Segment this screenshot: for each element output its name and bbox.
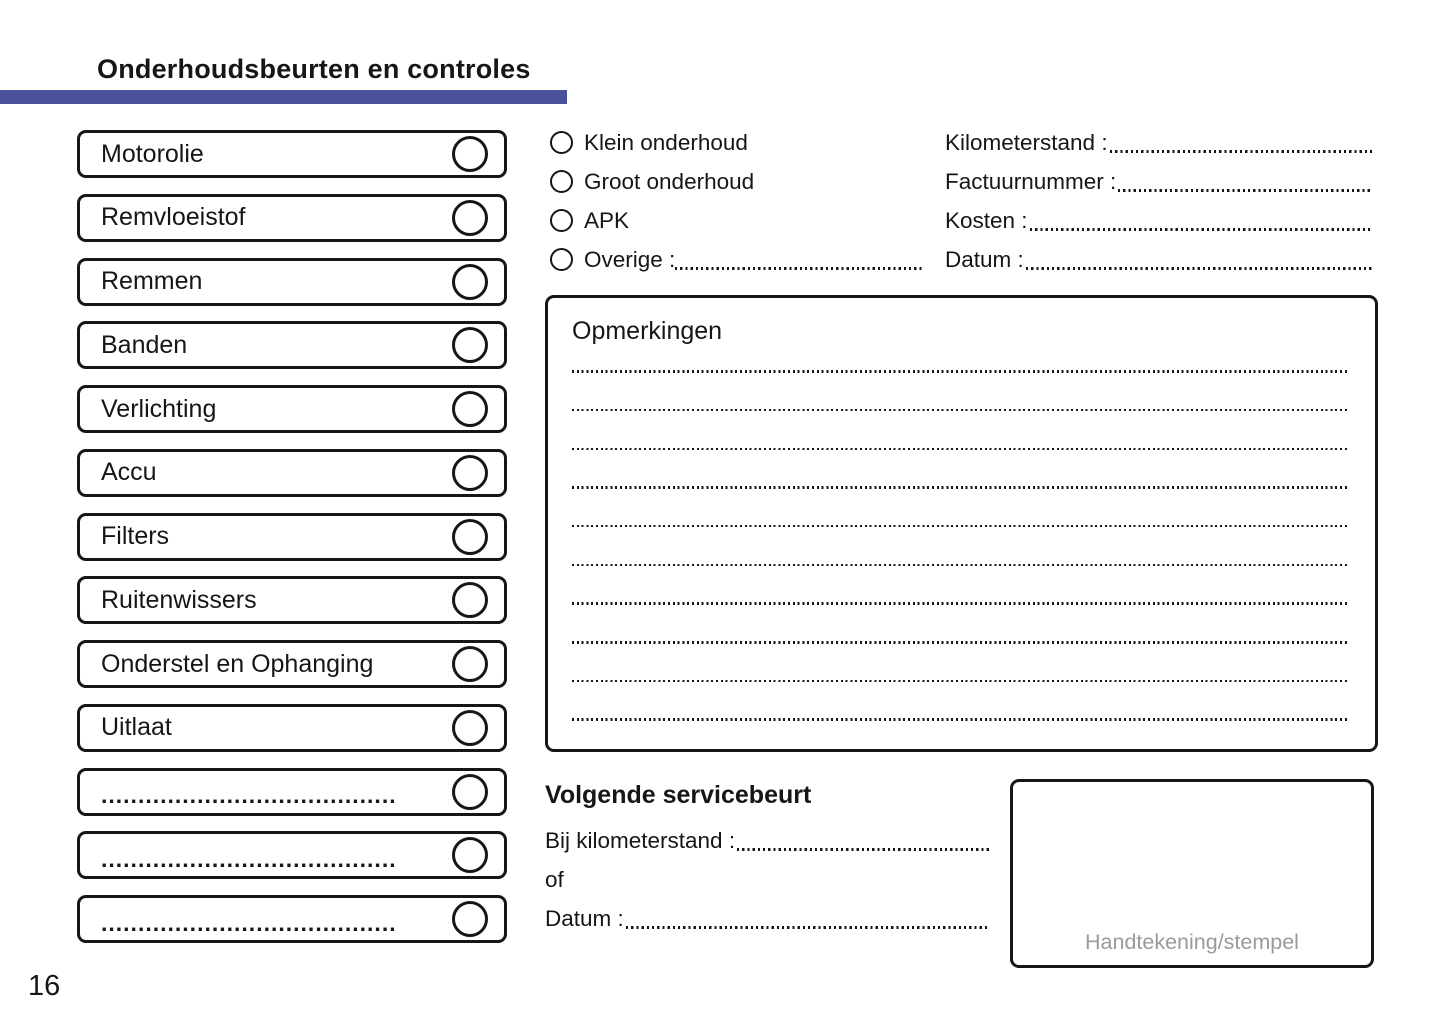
page-number: 16 — [28, 970, 61, 1002]
field-label: of — [545, 866, 564, 892]
field-label: Datum : — [945, 246, 1024, 272]
field-row — [545, 821, 990, 860]
service-type-label: Klein onderhoud — [584, 129, 748, 155]
check-circle[interactable] — [452, 327, 488, 363]
check-item — [77, 385, 507, 433]
check-item — [77, 640, 507, 688]
check-item-blank — [77, 768, 507, 816]
service-type-label: Groot onderhoud — [584, 168, 755, 194]
check-item-blank — [77, 831, 507, 879]
remarks-lines — [572, 334, 1348, 721]
check-item — [77, 321, 507, 369]
radio-circle[interactable] — [550, 131, 573, 154]
field-row — [545, 860, 990, 899]
check-circle[interactable] — [452, 710, 488, 746]
check-item-label: Verlichting — [101, 394, 217, 423]
remarks-line[interactable] — [572, 411, 1348, 450]
check-circle[interactable] — [452, 837, 488, 873]
check-item-label: Motorolie — [101, 139, 204, 168]
fill-line[interactable] — [626, 926, 990, 929]
radio-circle[interactable] — [550, 248, 573, 271]
fill-line[interactable] — [1110, 150, 1372, 153]
remarks-line[interactable] — [572, 489, 1348, 528]
fill-line[interactable] — [1030, 228, 1372, 231]
check-item — [77, 513, 507, 561]
check-circle[interactable] — [452, 646, 488, 682]
fill-line[interactable] — [675, 267, 922, 270]
title-accent-bar — [0, 90, 567, 104]
check-item-label: Banden — [101, 330, 188, 359]
fill-line[interactable] — [1026, 267, 1372, 270]
check-item — [77, 258, 507, 306]
check-item — [77, 576, 507, 624]
field-label: Kilometerstand : — [945, 129, 1108, 155]
radio-circle[interactable] — [550, 170, 573, 193]
field-row — [945, 123, 1372, 162]
service-type-option — [550, 240, 922, 279]
check-item — [77, 130, 507, 178]
check-circle[interactable] — [452, 582, 488, 618]
remarks-line[interactable] — [572, 566, 1348, 605]
page-title: Onderhoudsbeurten en controles — [97, 54, 531, 84]
check-circle[interactable] — [452, 774, 488, 810]
check-circle[interactable] — [452, 455, 488, 491]
check-item-blank-label[interactable]: ........................................ — [101, 909, 397, 936]
check-item-blank-label[interactable]: ........................................ — [101, 845, 397, 872]
check-circle[interactable] — [452, 901, 488, 937]
field-row — [545, 899, 990, 938]
check-item-label: Onderstel en Ophanging — [101, 649, 374, 678]
check-item — [77, 194, 507, 242]
field-row — [945, 240, 1372, 279]
check-item-label: Remvloeistof — [101, 203, 246, 232]
service-type-option — [550, 162, 922, 201]
field-row — [945, 201, 1372, 240]
next-service-fields — [545, 821, 990, 938]
remarks-line[interactable] — [572, 644, 1348, 683]
check-item-blank — [77, 895, 507, 943]
field-label: Factuurnummer : — [945, 168, 1117, 194]
service-type-label: APK — [584, 207, 630, 233]
field-row — [945, 162, 1372, 201]
field-label: Datum : — [545, 905, 624, 931]
check-item-label: Remmen — [101, 267, 203, 295]
field-label: Bij kilometerstand : — [545, 827, 736, 853]
check-item — [77, 704, 507, 752]
remarks-title: Opmerkingen — [572, 317, 723, 345]
check-circle[interactable] — [452, 136, 488, 172]
check-item-label: Filters — [101, 522, 170, 550]
signature-label: Handtekening/stempel — [1085, 930, 1299, 954]
check-circle[interactable] — [452, 391, 488, 427]
checklist — [77, 130, 507, 943]
check-circle[interactable] — [452, 200, 488, 236]
record-fields — [945, 123, 1372, 279]
remarks-line[interactable] — [572, 450, 1348, 489]
check-item-label: Ruitenwissers — [101, 585, 257, 614]
check-item-label: Accu — [101, 458, 157, 487]
check-circle[interactable] — [452, 519, 488, 555]
fill-line[interactable] — [737, 848, 990, 851]
radio-circle[interactable] — [550, 209, 573, 232]
check-item-label: Uitlaat — [101, 713, 172, 742]
remarks-line[interactable] — [572, 373, 1348, 412]
remarks-line[interactable] — [572, 527, 1348, 566]
check-item-blank-label[interactable]: ........................................ — [101, 782, 397, 808]
service-type-label: Overige : — [584, 246, 676, 272]
next-service-title: Volgende servicebeurt — [545, 781, 812, 809]
check-circle[interactable] — [452, 264, 488, 300]
fill-line[interactable] — [1118, 189, 1372, 192]
service-type-option — [550, 201, 922, 240]
remarks-box — [545, 295, 1378, 752]
remarks-line[interactable] — [572, 682, 1348, 721]
service-type-option — [550, 123, 922, 162]
field-label: Kosten : — [945, 207, 1028, 233]
signature-box[interactable] — [1010, 779, 1374, 968]
remarks-line[interactable] — [572, 605, 1348, 644]
service-type-list — [550, 123, 922, 279]
remarks-line[interactable] — [572, 334, 1348, 373]
check-item — [77, 449, 507, 497]
